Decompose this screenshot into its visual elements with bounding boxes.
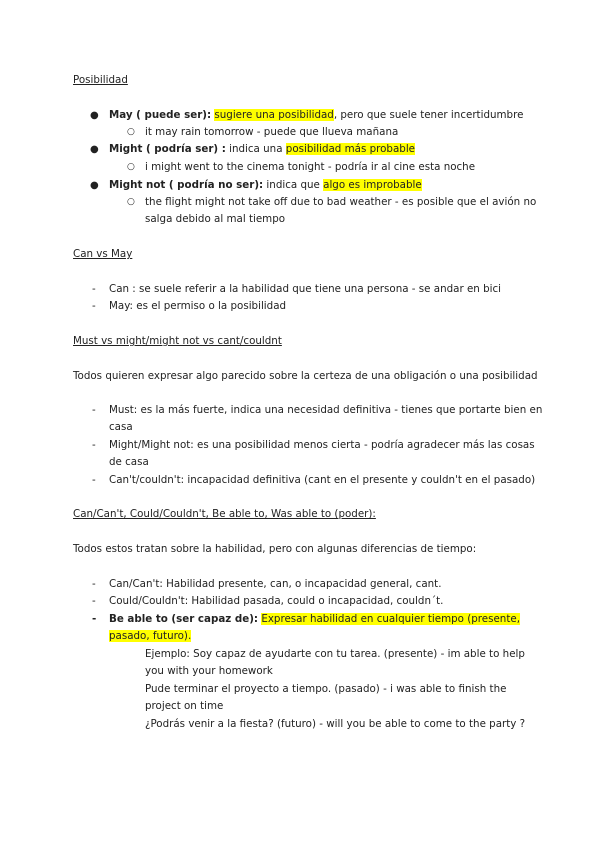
list-item-might: Might ( podría ser) : indica una posibilidad más probable xyxy=(109,143,416,155)
list-item: Can/Can't: Habilidad presente, can, o incapacidad general, cant. xyxy=(109,578,442,590)
dash-icon: - xyxy=(92,474,96,486)
bullet-icon: ● xyxy=(90,180,99,191)
example-line: you with your homework xyxy=(145,665,273,677)
list-item: Might/Might not: es una posibilidad menos cierta - podría agradecer más las cosas xyxy=(109,439,535,451)
list-item: Can't/couldn't: incapacidad definitiva (cant en el presente y couldn't en el pasado) xyxy=(109,474,536,486)
bullet-icon: ● xyxy=(90,144,99,155)
dash-icon: - xyxy=(92,283,96,295)
sub-item: i might went to the cinema tonight - podría ir al cine esta noche xyxy=(145,161,476,173)
sub-item-cont: salga debido al mal tiempo xyxy=(145,213,286,225)
heading-must: Must vs might/might not vs cant/couldnt xyxy=(73,335,282,347)
dash-icon: - xyxy=(92,578,96,590)
dash-icon: - xyxy=(92,613,97,625)
dash-icon: - xyxy=(92,300,96,312)
example-line: Ejemplo: Soy capaz de ayudarte con tu tarea. (presente) - im able to help xyxy=(145,648,525,660)
list-item: Can : se suele referir a la habilidad que tiene una persona - se andar en bici xyxy=(109,283,502,295)
dash-icon: - xyxy=(92,595,96,607)
list-item: May: es el permiso o la posibilidad xyxy=(109,300,287,312)
bullet-icon: ● xyxy=(90,110,99,121)
list-item-cont: casa xyxy=(109,421,133,433)
dash-icon: - xyxy=(92,439,96,451)
list-item: Could/Couldn't: Habilidad pasada, could o incapacidad, couldn´t. xyxy=(109,595,444,607)
dash-icon: - xyxy=(92,404,96,416)
example-line: ¿Podrás venir a la fiesta? (futuro) - will you be able to come to the party ? xyxy=(145,718,526,730)
paragraph: Todos quieren expresar algo parecido sobre la certeza de una obligación o una posibilidad xyxy=(73,370,538,382)
paragraph: Todos estos tratan sobre la habilidad, pero con algunas diferencias de tiempo: xyxy=(73,543,477,555)
list-item-able: Be able to (ser capaz de): Expresar habilidad en cualquier tiempo (presente, xyxy=(109,613,520,625)
circle-bullet-icon: ○ xyxy=(127,127,135,137)
circle-bullet-icon: ○ xyxy=(127,197,135,207)
list-item: Must: es la más fuerte, indica una necesidad definitiva - tienes que portarte bien en xyxy=(109,404,543,416)
example-line: project on time xyxy=(145,700,224,712)
sub-item: the flight might not take off due to bad weather - es posible que el avión no xyxy=(145,196,537,208)
list-item-may: May ( puede ser): sugiere una posibilidad, pero que suele tener incertidumbre xyxy=(109,109,524,121)
list-item-cont: de casa xyxy=(109,456,149,468)
list-item-able-cont: pasado, futuro). xyxy=(109,630,192,642)
heading-poder: Can/Can't, Could/Couldn't, Be able to, Was able to (poder): xyxy=(73,508,376,520)
example-line: Pude terminar el proyecto a tiempo. (pasado) - i was able to finish the xyxy=(145,683,507,695)
circle-bullet-icon: ○ xyxy=(127,162,135,172)
sub-item: it may rain tomorrow - puede que llueva mañana xyxy=(145,126,399,138)
heading-posibilidad: Posibilidad xyxy=(73,74,128,86)
heading-can-vs-may: Can vs May xyxy=(73,248,133,260)
list-item-might-not: Might not ( podría no ser): indica que algo es improbable xyxy=(109,179,422,191)
